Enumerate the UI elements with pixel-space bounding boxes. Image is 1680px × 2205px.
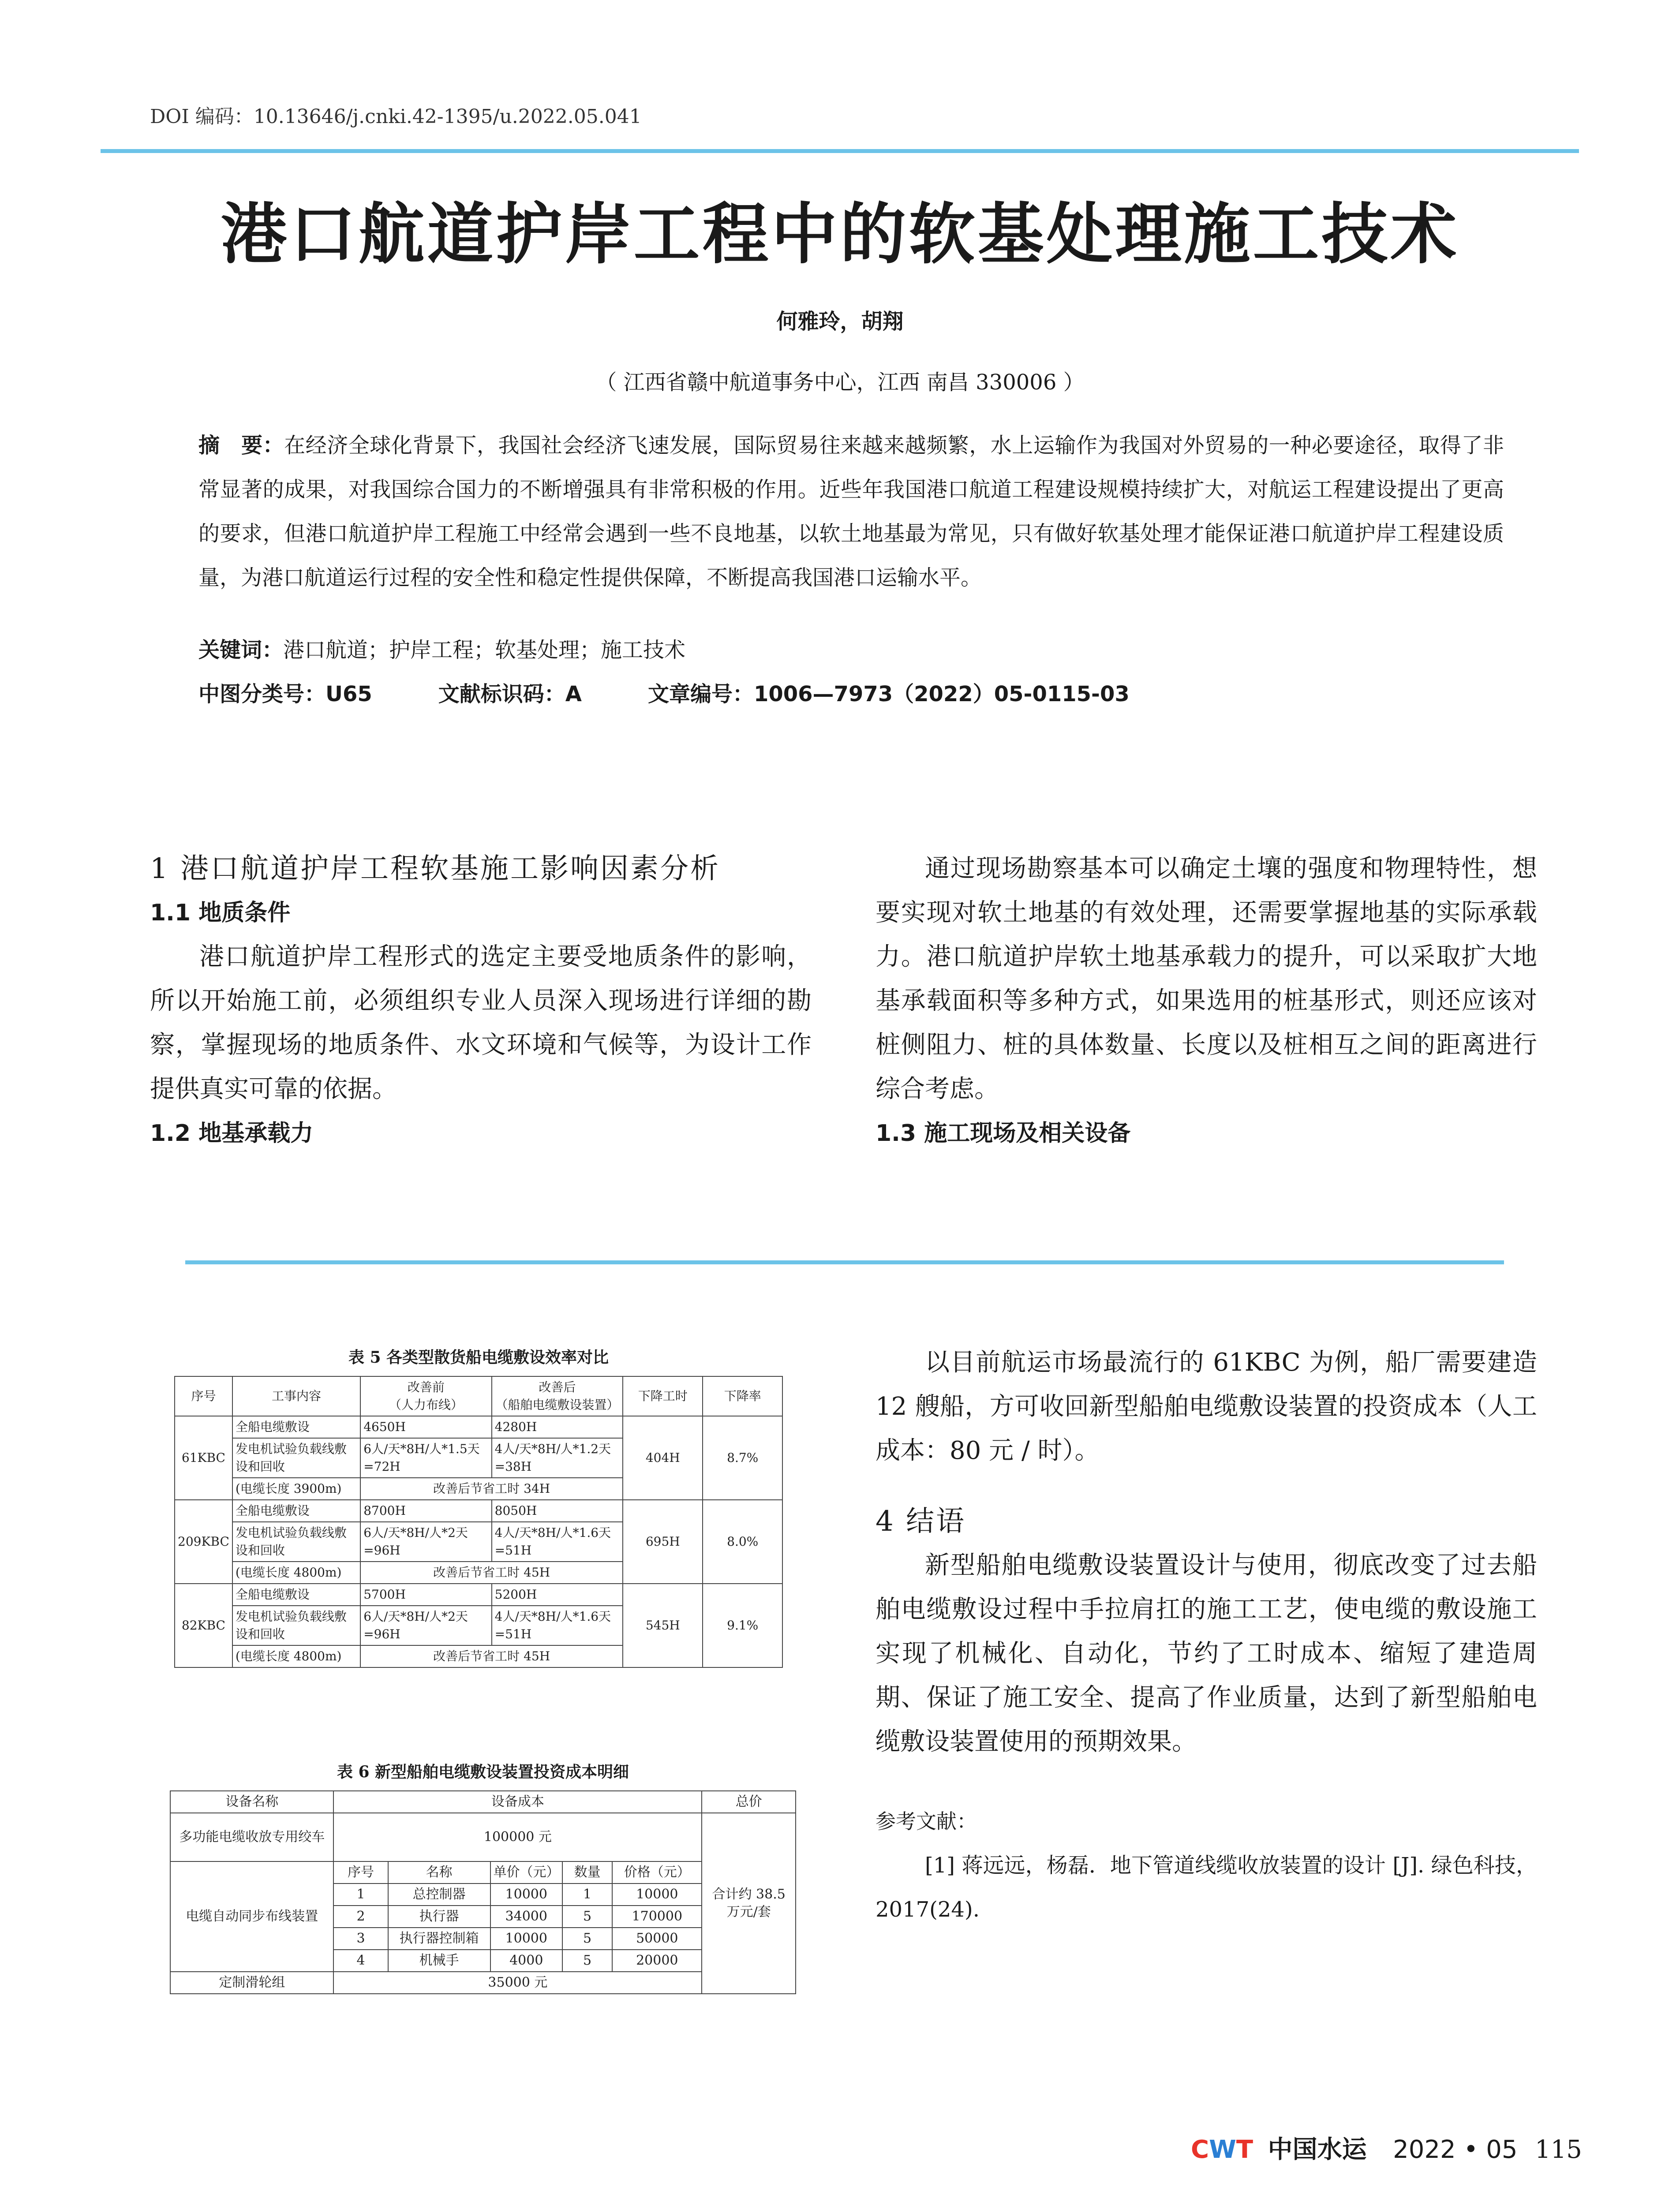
table-cell: 10000 — [490, 1928, 562, 1950]
table-6-caption: 表 6 新型船舶电缆敷设装置投资成本明细 — [337, 1763, 629, 1781]
table-row — [175, 1500, 782, 1522]
device-name-cell: 电缆自动同步布线装置 — [170, 1861, 333, 1972]
paragraph: 新型船舶电缆敷设装置设计与使用，彻底改变了过去船舶电缆敷设过程中手拉肩扛的施工工艺，使电缆的敷设施工实现了机械化、自动化，节约了工时成本、缩短了建造周期、保证了施工安全、提高了作业质量，达到了新型船舶电缆敷设装置使用的预期效果。 — [876, 1551, 1537, 1756]
table-cell: 发电机试验负载线敷设和回收 — [232, 1522, 360, 1562]
table-cell: (电缆长度 4800m) — [232, 1562, 360, 1584]
table-cell: 执行器 — [388, 1906, 490, 1928]
hours-cell: 404H — [623, 1416, 703, 1500]
table-cell: (电缆长度 3900m) — [232, 1478, 360, 1500]
table-6 — [170, 1790, 796, 1994]
table-cell: 4000 — [490, 1950, 562, 1972]
ship-type-cell: 61KBC — [175, 1416, 232, 1500]
hours-cell: 695H — [623, 1500, 703, 1584]
keywords-text: 港口航道；护岸工程；软基处理；施工技术 — [283, 638, 686, 662]
table-cell: 20000 — [612, 1950, 702, 1972]
upper-left-column — [150, 847, 812, 1155]
table-cell: 2 — [333, 1906, 388, 1928]
authors: 何雅玲，胡翔 — [776, 309, 904, 334]
table-cell: 4280H — [492, 1416, 623, 1438]
sub-header-cell: 数量 — [562, 1861, 612, 1884]
ship-type-cell: 209KBC — [175, 1500, 232, 1584]
header-cell: 工事内容 — [232, 1376, 360, 1416]
table-cell: 机械手 — [388, 1950, 490, 1972]
table-cell: 6人/天*8H/人*2天=96H — [360, 1522, 491, 1562]
issue-number: 2022 • 05 — [1393, 2135, 1518, 2164]
device-name-cell: 定制滑轮组 — [170, 1972, 333, 1994]
header-cell: 设备成本 — [333, 1791, 702, 1813]
journal-logo: CWT — [1191, 2135, 1253, 2164]
keywords-label: 关键词： — [198, 638, 284, 662]
header-cell: 序号 — [175, 1376, 232, 1416]
paragraph: 港口航道护岸工程形式的选定主要受地质条件的影响，所以开始施工前，必须组织专业人员深入现场进行详细的勘察，掌握现场的地质条件、水文环境和气候等，为设计工作提供真实可靠的依据。 — [150, 942, 812, 1103]
table-cell: 10000 — [612, 1884, 702, 1906]
references-title: 参考文献： — [876, 1809, 977, 1833]
table-5-caption: 表 5 各类型散货船电缆敷设效率对比 — [348, 1348, 609, 1367]
header-cell: 改善后 （船舶电缆敷设装置） — [492, 1376, 623, 1416]
rate-cell: 9.1% — [703, 1584, 782, 1667]
table-cell: 全船电缆敷设 — [232, 1416, 360, 1438]
ship-type-cell: 82KBC — [175, 1584, 232, 1667]
sub-header-cell: 序号 — [333, 1861, 388, 1884]
upper-right-column — [876, 847, 1537, 1155]
section-divider-rule — [185, 1260, 1504, 1264]
table-cell: 6人/天*8H/人*1.5天=72H — [360, 1438, 491, 1478]
header-cell: 总价 — [702, 1791, 796, 1813]
subsection-heading-1-1: 1.1 地质条件 — [150, 900, 291, 926]
header-cell: 改善前 （人力布线） — [360, 1376, 491, 1416]
header-cell: 下降率 — [703, 1376, 782, 1416]
table-header-row — [175, 1376, 782, 1416]
paragraph: 通过现场勘察基本可以确定土壤的强度和物理特性，想要实现对软土地基的有效处理，还需要掌握地基的实际承载力。港口航道护岸软土地基承载力的提升，可以采取扩大地基承载面积等多种方式，如果选用的桩基形式，则还应该对桩侧阻力、桩的具体数量、长度以及桩相互之间的距离进行综合考虑。 — [876, 854, 1537, 1103]
table-cell: 总控制器 — [388, 1884, 490, 1906]
table-cell: 34000 — [490, 1906, 562, 1928]
table-cell: 4人/天*8H/人*1.2天=38H — [492, 1438, 623, 1478]
subsection-heading-1-2: 1.2 地基承载力 — [150, 1120, 314, 1147]
table-row — [170, 1861, 796, 1884]
reference-item: [1] 蒋远远，杨磊．地下管道线缆收放装置的设计 [J]. 绿色科技，2017(24). — [876, 1853, 1537, 1922]
total-cell: 合计约 38.5 万元/套 — [702, 1813, 796, 1994]
abstract-text: 在经济全球化背景下，我国社会经济飞速发展，国际贸易往来越来越频繁，水上运输作为我国对外贸易的一种必要途径，取得了非常显著的成果，对我国综合国力的不断增强具有非常积极的作用。近些年我国港口航道工程建设规模持续扩大，对航运工程建设提出了更高的要求，但港口航道护岸工程施工中经常会遇到一些不良地基，以软土地基最为常见，只有做好软基处理才能保证港口航道护岸工程建设质量，为港口航道运行过程的安全性和稳定性提供保障，不断提高我国港口运输水平。 — [198, 433, 1504, 590]
table-row — [175, 1416, 782, 1438]
header-cell: 下降工时 — [623, 1376, 703, 1416]
table-5 — [174, 1376, 783, 1668]
table-cell: 6人/天*8H/人*2天=96H — [360, 1606, 491, 1645]
table-cell: 改善后节省工时 45H — [360, 1645, 623, 1667]
table-cell: 5 — [562, 1950, 612, 1972]
table-cell: 执行器控制箱 — [388, 1928, 490, 1950]
clc-number: 中图分类号：U65 — [198, 682, 372, 706]
sub-header-cell: 价格（元） — [612, 1861, 702, 1884]
article-number: 文章编号：1006—7973（2022）05-0115-03 — [647, 682, 1130, 706]
table-cell: 5700H — [360, 1584, 491, 1606]
table-cell: 100000 元 — [333, 1813, 702, 1861]
paper-title: 港口航道护岸工程中的软基处理施工技术 — [221, 195, 1459, 273]
section-heading-4: 4 结语 — [876, 1505, 966, 1538]
sub-header-cell: 名称 — [388, 1861, 490, 1884]
table-cell: 发电机试验负载线敷设和回收 — [232, 1606, 360, 1645]
document-code: 文献标识码：A — [438, 682, 582, 706]
table-cell: 4人/天*8H/人*1.6天=51H — [492, 1606, 623, 1645]
table-cell: (电缆长度 4800m) — [232, 1645, 360, 1667]
table-cell: 50000 — [612, 1928, 702, 1950]
table-cell: 5 — [562, 1928, 612, 1950]
table-cell: 改善后节省工时 34H — [360, 1478, 623, 1500]
keywords — [198, 633, 685, 663]
affiliation: （ 江西省赣中航道事务中心，江西 南昌 330006 ） — [595, 370, 1085, 395]
header-rule — [101, 149, 1579, 153]
table-cell: 改善后节省工时 45H — [360, 1562, 623, 1584]
table-cell: 全船电缆敷设 — [232, 1584, 360, 1606]
header-cell: 设备名称 — [170, 1791, 333, 1813]
abstract-label: 摘 要： — [198, 433, 284, 458]
table-cell: 3 — [333, 1928, 388, 1950]
doi: DOI 编码：10.13646/j.cnki.42-1395/u.2022.05.041 — [150, 105, 642, 128]
table-cell: 4人/天*8H/人*1.6天=51H — [492, 1522, 623, 1562]
table-row — [175, 1584, 782, 1606]
table-header-row — [170, 1791, 796, 1813]
hours-cell: 545H — [623, 1584, 703, 1667]
abstract — [198, 423, 1504, 600]
table-cell: 35000 元 — [333, 1972, 702, 1994]
section-heading-1: 1 港口航道护岸工程软基施工影响因素分析 — [150, 852, 721, 885]
lower-right-column — [876, 1341, 1537, 1932]
subsection-heading-1-3: 1.3 施工现场及相关设备 — [876, 1120, 1131, 1147]
table-row — [170, 1972, 796, 1994]
page-footer — [1191, 2130, 1582, 2165]
table-cell: 5200H — [492, 1584, 623, 1606]
table-cell: 4 — [333, 1950, 388, 1972]
journal-name: 中国水运 — [1268, 2135, 1367, 2164]
table-cell: 8700H — [360, 1500, 491, 1522]
table-cell: 4650H — [360, 1416, 491, 1438]
sub-header-cell: 单价（元） — [490, 1861, 562, 1884]
classification — [198, 677, 1196, 707]
table-cell: 10000 — [490, 1884, 562, 1906]
device-name-cell: 多功能电缆收放专用绞车 — [170, 1813, 333, 1861]
table-row — [170, 1813, 796, 1861]
table-cell: 170000 — [612, 1906, 702, 1928]
table-cell: 1 — [333, 1884, 388, 1906]
paragraph: 以目前航运市场最流行的 61KBC 为例，船厂需要建造 12 艘船，方可收回新型船舶电缆敷设装置的投资成本（人工成本：80 元 / 时）。 — [876, 1348, 1537, 1465]
table-cell: 1 — [562, 1884, 612, 1906]
page-number: 115 — [1535, 2135, 1582, 2164]
rate-cell: 8.0% — [703, 1500, 782, 1584]
table-cell: 发电机试验负载线敷设和回收 — [232, 1438, 360, 1478]
rate-cell: 8.7% — [703, 1416, 782, 1500]
table-cell: 全船电缆敷设 — [232, 1500, 360, 1522]
table-cell: 5 — [562, 1906, 612, 1928]
table-cell: 8050H — [492, 1500, 623, 1522]
